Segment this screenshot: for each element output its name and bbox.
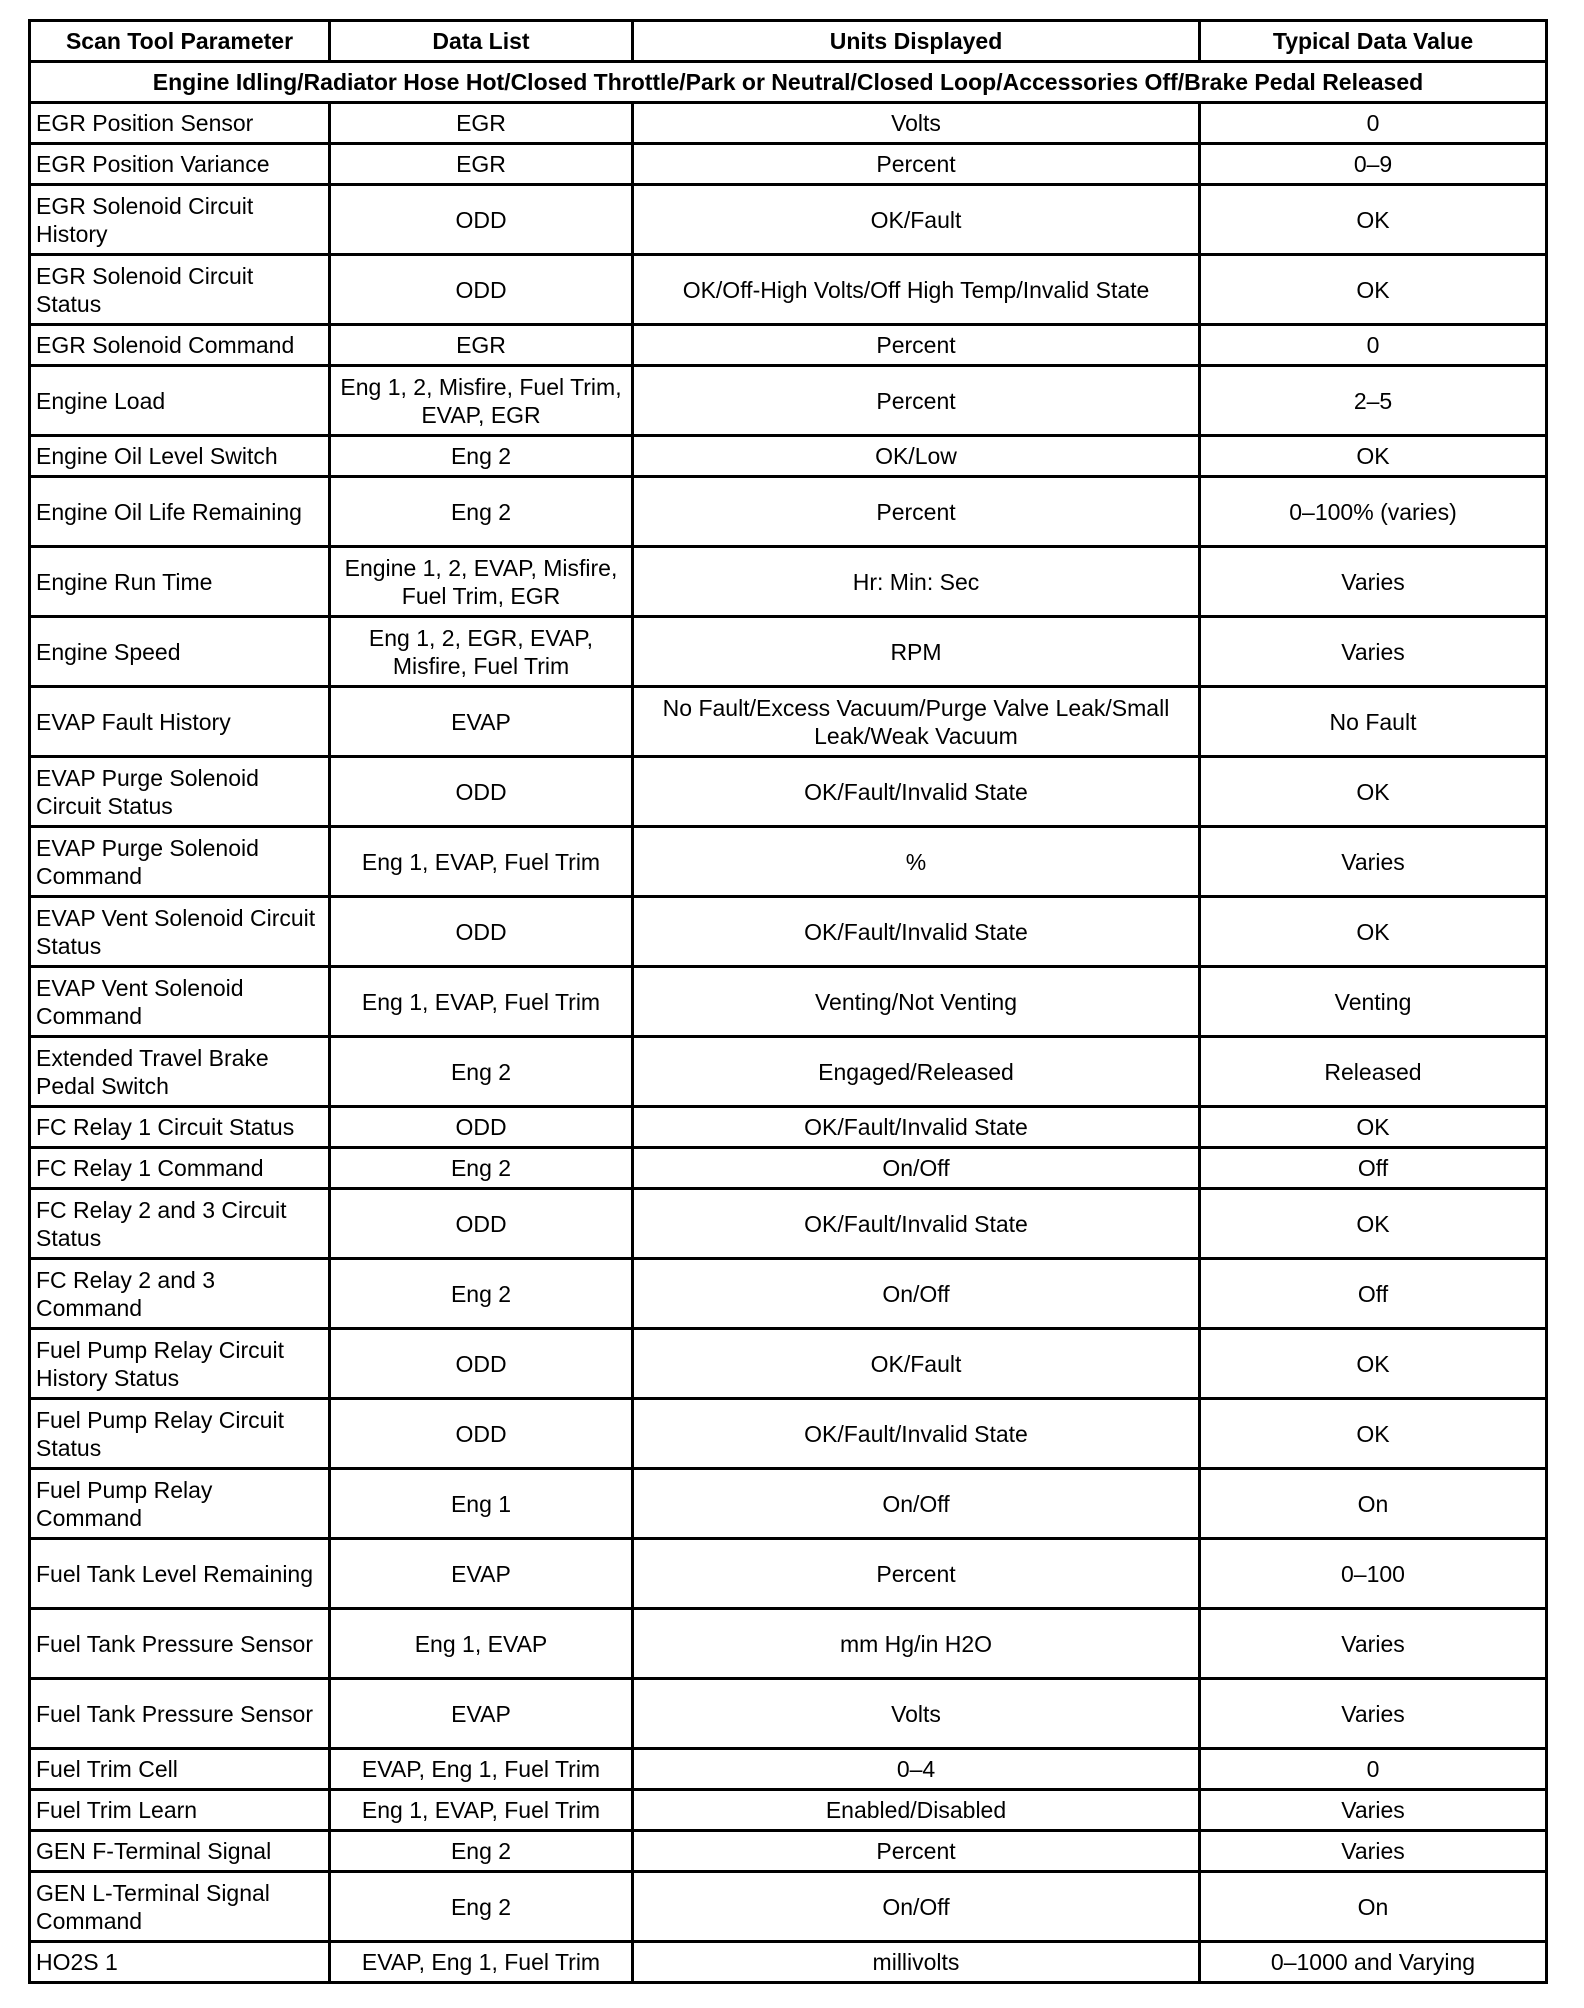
header-row: [30, 21, 1547, 62]
cell-data-list: Eng 1: [330, 1469, 633, 1539]
cell-typical-data-value: 0: [1200, 325, 1547, 366]
table-row: [30, 617, 1547, 687]
cell-data-list: Eng 2: [330, 1872, 633, 1942]
table-row: [30, 1329, 1547, 1399]
cell-units-displayed: OK/Fault/Invalid State: [633, 1107, 1200, 1148]
table-row: [30, 1469, 1547, 1539]
cell-scan-tool-parameter: Fuel Pump Relay Command: [30, 1469, 330, 1539]
cell-typical-data-value: OK: [1200, 757, 1547, 827]
cell-typical-data-value: OK: [1200, 897, 1547, 967]
cell-data-list: Eng 2: [330, 1037, 633, 1107]
cell-scan-tool-parameter: Engine Oil Life Remaining: [30, 477, 330, 547]
cell-units-displayed: Volts: [633, 1679, 1200, 1749]
cell-data-list: EVAP, Eng 1, Fuel Trim: [330, 1942, 633, 1983]
cell-typical-data-value: OK: [1200, 1399, 1547, 1469]
cell-data-list: Eng 2: [330, 1831, 633, 1872]
cell-data-list: ODD: [330, 1107, 633, 1148]
cell-typical-data-value: 0: [1200, 103, 1547, 144]
condition-row: [30, 62, 1547, 103]
cell-typical-data-value: OK: [1200, 1189, 1547, 1259]
table-row: [30, 827, 1547, 897]
cell-typical-data-value: 0–100% (varies): [1200, 477, 1547, 547]
cell-typical-data-value: On: [1200, 1469, 1547, 1539]
cell-scan-tool-parameter: Fuel Pump Relay Circuit History Status: [30, 1329, 330, 1399]
cell-units-displayed: On/Off: [633, 1872, 1200, 1942]
header-units-displayed: Units Displayed: [633, 21, 1200, 62]
table-row: [30, 325, 1547, 366]
cell-typical-data-value: Varies: [1200, 1831, 1547, 1872]
cell-scan-tool-parameter: Fuel Tank Pressure Sensor: [30, 1609, 330, 1679]
cell-units-displayed: No Fault/Excess Vacuum/Purge Valve Leak/Small Leak/Weak Vacuum: [633, 687, 1200, 757]
table-row: [30, 185, 1547, 255]
cell-scan-tool-parameter: HO2S 1: [30, 1942, 330, 1983]
cell-data-list: EGR: [330, 325, 633, 366]
cell-typical-data-value: Varies: [1200, 1679, 1547, 1749]
cell-scan-tool-parameter: Engine Speed: [30, 617, 330, 687]
cell-typical-data-value: Varies: [1200, 827, 1547, 897]
cell-units-displayed: OK/Fault/Invalid State: [633, 897, 1200, 967]
cell-data-list: Eng 1, EVAP, Fuel Trim: [330, 1790, 633, 1831]
table-row: [30, 1399, 1547, 1469]
cell-scan-tool-parameter: Extended Travel Brake Pedal Switch: [30, 1037, 330, 1107]
cell-typical-data-value: Varies: [1200, 617, 1547, 687]
cell-units-displayed: On/Off: [633, 1469, 1200, 1539]
cell-typical-data-value: OK: [1200, 1329, 1547, 1399]
cell-data-list: ODD: [330, 255, 633, 325]
table-row: [30, 1942, 1547, 1983]
cell-units-displayed: %: [633, 827, 1200, 897]
cell-typical-data-value: No Fault: [1200, 687, 1547, 757]
cell-typical-data-value: 0–100: [1200, 1539, 1547, 1609]
cell-data-list: EVAP: [330, 687, 633, 757]
header-data-list: Data List: [330, 21, 633, 62]
cell-data-list: ODD: [330, 757, 633, 827]
cell-scan-tool-parameter: EVAP Purge Solenoid Command: [30, 827, 330, 897]
cell-units-displayed: OK/Fault/Invalid State: [633, 1399, 1200, 1469]
cell-scan-tool-parameter: Engine Load: [30, 366, 330, 436]
cell-units-displayed: Percent: [633, 144, 1200, 185]
table-row: [30, 366, 1547, 436]
header-scan-tool-parameter: Scan Tool Parameter: [30, 21, 330, 62]
cell-typical-data-value: 0–1000 and Varying: [1200, 1942, 1547, 1983]
cell-scan-tool-parameter: EVAP Fault History: [30, 687, 330, 757]
cell-units-displayed: On/Off: [633, 1148, 1200, 1189]
header-typical-data-value: Typical Data Value: [1200, 21, 1547, 62]
cell-data-list: EGR: [330, 144, 633, 185]
table-row: [30, 1189, 1547, 1259]
cell-units-displayed: OK/Fault/Invalid State: [633, 1189, 1200, 1259]
table-row: [30, 1679, 1547, 1749]
cell-scan-tool-parameter: GEN F-Terminal Signal: [30, 1831, 330, 1872]
cell-typical-data-value: Venting: [1200, 967, 1547, 1037]
test-condition: Engine Idling/Radiator Hose Hot/Closed Throttle/Park or Neutral/Closed Loop/Accessories Off/Brake Pedal Released: [30, 62, 1547, 103]
table-row: [30, 1037, 1547, 1107]
cell-scan-tool-parameter: Engine Oil Level Switch: [30, 436, 330, 477]
cell-units-displayed: Volts: [633, 103, 1200, 144]
cell-data-list: Eng 1, EVAP, Fuel Trim: [330, 827, 633, 897]
cell-typical-data-value: Off: [1200, 1259, 1547, 1329]
cell-typical-data-value: Released: [1200, 1037, 1547, 1107]
cell-typical-data-value: OK: [1200, 255, 1547, 325]
cell-data-list: ODD: [330, 1399, 633, 1469]
cell-data-list: Eng 2: [330, 1148, 633, 1189]
cell-units-displayed: On/Off: [633, 1259, 1200, 1329]
cell-scan-tool-parameter: EGR Position Variance: [30, 144, 330, 185]
cell-units-displayed: millivolts: [633, 1942, 1200, 1983]
cell-scan-tool-parameter: EGR Solenoid Circuit Status: [30, 255, 330, 325]
table-row: [30, 1539, 1547, 1609]
cell-data-list: Engine 1, 2, EVAP, Misfire, Fuel Trim, EGR: [330, 547, 633, 617]
cell-scan-tool-parameter: Fuel Tank Pressure Sensor: [30, 1679, 330, 1749]
cell-units-displayed: Venting/Not Venting: [633, 967, 1200, 1037]
cell-data-list: EVAP: [330, 1539, 633, 1609]
cell-units-displayed: Enabled/Disabled: [633, 1790, 1200, 1831]
cell-data-list: Eng 1, 2, EGR, EVAP, Misfire, Fuel Trim: [330, 617, 633, 687]
cell-units-displayed: RPM: [633, 617, 1200, 687]
cell-typical-data-value: Varies: [1200, 547, 1547, 617]
cell-scan-tool-parameter: Fuel Trim Learn: [30, 1790, 330, 1831]
cell-units-displayed: OK/Low: [633, 436, 1200, 477]
cell-data-list: ODD: [330, 1189, 633, 1259]
cell-typical-data-value: OK: [1200, 436, 1547, 477]
cell-scan-tool-parameter: Engine Run Time: [30, 547, 330, 617]
cell-typical-data-value: Varies: [1200, 1609, 1547, 1679]
cell-typical-data-value: Off: [1200, 1148, 1547, 1189]
cell-scan-tool-parameter: EGR Solenoid Command: [30, 325, 330, 366]
cell-scan-tool-parameter: FC Relay 2 and 3 Circuit Status: [30, 1189, 330, 1259]
cell-units-displayed: Percent: [633, 1539, 1200, 1609]
table-row: [30, 1790, 1547, 1831]
table-body: [30, 62, 1547, 1983]
cell-data-list: ODD: [330, 185, 633, 255]
cell-typical-data-value: 0: [1200, 1749, 1547, 1790]
cell-scan-tool-parameter: FC Relay 2 and 3 Command: [30, 1259, 330, 1329]
cell-data-list: Eng 1, EVAP, Fuel Trim: [330, 967, 633, 1037]
cell-data-list: ODD: [330, 897, 633, 967]
cell-data-list: Eng 2: [330, 436, 633, 477]
cell-units-displayed: Percent: [633, 1831, 1200, 1872]
cell-scan-tool-parameter: EGR Solenoid Circuit History: [30, 185, 330, 255]
table-row: [30, 477, 1547, 547]
cell-scan-tool-parameter: EVAP Vent Solenoid Circuit Status: [30, 897, 330, 967]
cell-units-displayed: mm Hg/in H2O: [633, 1609, 1200, 1679]
cell-typical-data-value: OK: [1200, 185, 1547, 255]
cell-typical-data-value: OK: [1200, 1107, 1547, 1148]
cell-data-list: Eng 2: [330, 1259, 633, 1329]
cell-typical-data-value: On: [1200, 1872, 1547, 1942]
cell-units-displayed: OK/Off-High Volts/Off High Temp/Invalid State: [633, 255, 1200, 325]
cell-scan-tool-parameter: EVAP Vent Solenoid Command: [30, 967, 330, 1037]
cell-units-displayed: OK/Fault: [633, 185, 1200, 255]
cell-scan-tool-parameter: EVAP Purge Solenoid Circuit Status: [30, 757, 330, 827]
scan-tool-data-table: [28, 19, 1548, 1984]
cell-data-list: Eng 1, 2, Misfire, Fuel Trim, EVAP, EGR: [330, 366, 633, 436]
cell-typical-data-value: Varies: [1200, 1790, 1547, 1831]
table-row: [30, 1609, 1547, 1679]
cell-units-displayed: Engaged/Released: [633, 1037, 1200, 1107]
table-row: [30, 1872, 1547, 1942]
table-row: [30, 144, 1547, 185]
cell-scan-tool-parameter: Fuel Trim Cell: [30, 1749, 330, 1790]
cell-units-displayed: 0–4: [633, 1749, 1200, 1790]
scan-tool-data-sheet: [28, 19, 1545, 1984]
cell-scan-tool-parameter: GEN L-Terminal Signal Command: [30, 1872, 330, 1942]
cell-units-displayed: Percent: [633, 325, 1200, 366]
cell-units-displayed: Percent: [633, 477, 1200, 547]
table-row: [30, 1831, 1547, 1872]
cell-data-list: Eng 2: [330, 477, 633, 547]
cell-data-list: EVAP: [330, 1679, 633, 1749]
cell-data-list: EVAP, Eng 1, Fuel Trim: [330, 1749, 633, 1790]
table-row: [30, 436, 1547, 477]
cell-units-displayed: OK/Fault: [633, 1329, 1200, 1399]
table-row: [30, 1259, 1547, 1329]
cell-units-displayed: OK/Fault/Invalid State: [633, 757, 1200, 827]
table-row: [30, 967, 1547, 1037]
table-row: [30, 757, 1547, 827]
cell-scan-tool-parameter: Fuel Pump Relay Circuit Status: [30, 1399, 330, 1469]
cell-typical-data-value: 0–9: [1200, 144, 1547, 185]
cell-typical-data-value: 2–5: [1200, 366, 1547, 436]
cell-scan-tool-parameter: Fuel Tank Level Remaining: [30, 1539, 330, 1609]
cell-data-list: Eng 1, EVAP: [330, 1609, 633, 1679]
table-row: [30, 547, 1547, 617]
cell-scan-tool-parameter: FC Relay 1 Circuit Status: [30, 1107, 330, 1148]
cell-units-displayed: Percent: [633, 366, 1200, 436]
cell-scan-tool-parameter: FC Relay 1 Command: [30, 1148, 330, 1189]
table-row: [30, 687, 1547, 757]
table-row: [30, 1749, 1547, 1790]
cell-data-list: EGR: [330, 103, 633, 144]
cell-scan-tool-parameter: EGR Position Sensor: [30, 103, 330, 144]
table-row: [30, 1107, 1547, 1148]
cell-units-displayed: Hr: Min: Sec: [633, 547, 1200, 617]
table-row: [30, 255, 1547, 325]
table-row: [30, 103, 1547, 144]
table-row: [30, 1148, 1547, 1189]
table-row: [30, 897, 1547, 967]
cell-data-list: ODD: [330, 1329, 633, 1399]
